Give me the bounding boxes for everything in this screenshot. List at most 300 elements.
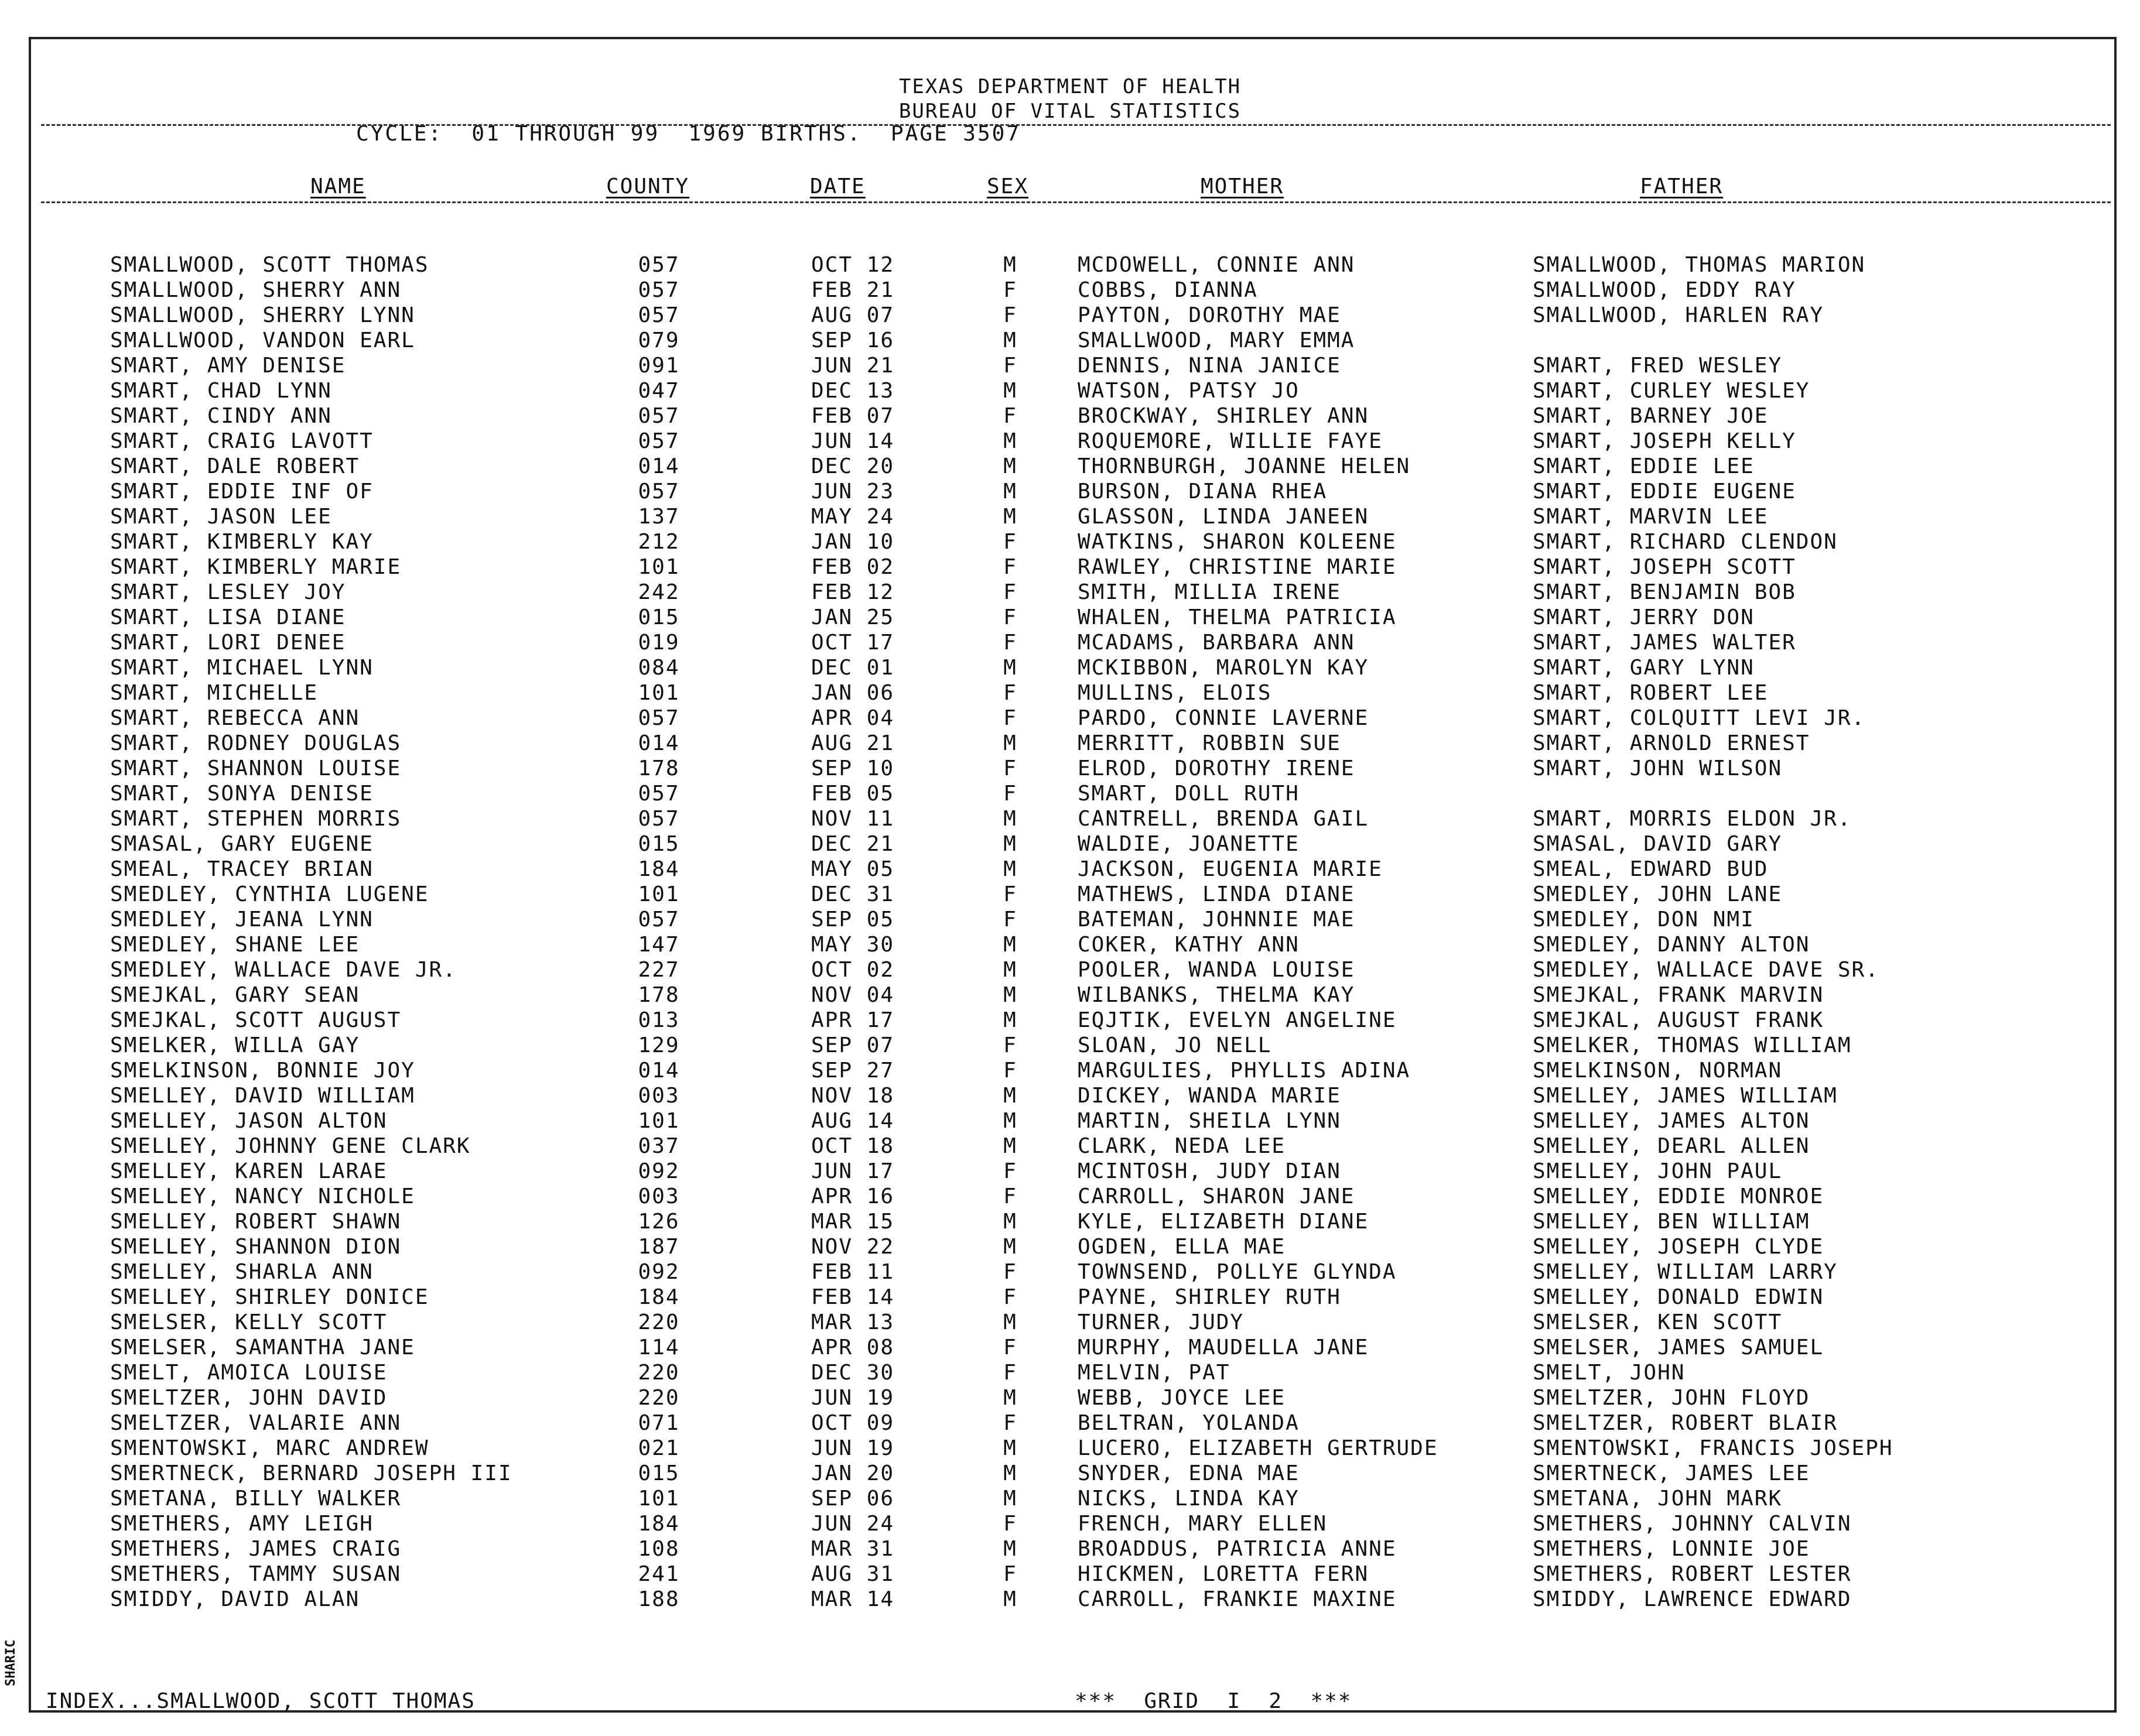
cell-mother: LUCERO, ELIZABETH GERTRUDE: [1078, 1436, 1438, 1460]
cell-county: 014: [638, 1059, 680, 1083]
cell-sex: M: [1003, 505, 1017, 529]
cell-date: AUG 31: [811, 1562, 895, 1586]
cell-mother: BELTRAN, YOLANDA: [1078, 1411, 1300, 1435]
cell-sex: M: [1003, 253, 1017, 277]
cell-father: SMART, JAMES WALTER: [1533, 631, 1796, 655]
cell-county: 101: [638, 681, 680, 705]
cell-father: SMELLEY, JOSEPH CLYDE: [1533, 1235, 1824, 1259]
cell-name: SMART, SONYA DENISE: [110, 782, 374, 806]
cell-date: OCT 17: [811, 631, 895, 655]
cell-county: 057: [638, 908, 680, 932]
cell-father: SMART, COLQUITT LEVI JR.: [1533, 706, 1866, 730]
table-row: [0, 1033, 2140, 1058]
cell-date: MAR 31: [811, 1537, 895, 1561]
cell-name: SMELKER, WILLA GAY: [110, 1033, 360, 1057]
cell-father: SMART, ROBERT LEE: [1533, 681, 1769, 705]
table-row: [0, 630, 2140, 655]
cell-name: SMELLEY, JASON ALTON: [110, 1109, 388, 1133]
cell-mother: PAYNE, SHIRLEY RUTH: [1078, 1285, 1341, 1309]
cell-father: SMERTNECK, JAMES LEE: [1533, 1461, 1810, 1485]
table-row: [0, 1562, 2140, 1587]
cell-name: SMEDLEY, JEANA LYNN: [110, 908, 374, 932]
table-row: [0, 1511, 2140, 1536]
cell-sex: M: [1003, 328, 1017, 352]
cell-county: 091: [638, 354, 680, 378]
cell-name: SMEJKAL, GARY SEAN: [110, 983, 360, 1007]
cell-sex: M: [1003, 1134, 1017, 1158]
cell-date: SEP 05: [811, 908, 895, 932]
cell-mother: MERRITT, ROBBIN SUE: [1078, 731, 1341, 755]
cell-father: SMART, CURLEY WESLEY: [1533, 379, 1810, 403]
cell-mother: CARROLL, FRANKIE MAXINE: [1078, 1587, 1397, 1611]
cell-sex: F: [1003, 1411, 1017, 1435]
cell-mother: FRENCH, MARY ELLEN: [1078, 1512, 1328, 1536]
cell-date: FEB 02: [811, 555, 895, 579]
cell-county: 015: [638, 1461, 680, 1485]
cell-sex: F: [1003, 882, 1017, 906]
table-row: [0, 378, 2140, 403]
cell-county: 114: [638, 1336, 680, 1360]
table-row: [0, 454, 2140, 479]
cell-mother: KYLE, ELIZABETH DIANE: [1078, 1210, 1369, 1234]
cell-date: NOV 22: [811, 1235, 895, 1259]
cell-sex: F: [1003, 580, 1017, 604]
cell-name: SMELTZER, VALARIE ANN: [110, 1411, 402, 1435]
column-header-name: NAME: [310, 174, 366, 198]
cell-name: SMART, KIMBERLY MARIE: [110, 555, 402, 579]
cell-father: SMEDLEY, WALLACE DAVE SR.: [1533, 958, 1879, 982]
cell-father: SMART, JOSEPH KELLY: [1533, 429, 1796, 453]
cell-mother: MARGULIES, PHYLLIS ADINA: [1078, 1059, 1411, 1083]
cell-sex: M: [1003, 832, 1017, 856]
cell-name: SMART, DALE ROBERT: [110, 454, 360, 478]
cell-date: DEC 21: [811, 832, 895, 856]
cell-name: SMART, CHAD LYNN: [110, 379, 332, 403]
cell-date: JAN 20: [811, 1461, 895, 1485]
cell-name: SMERTNECK, BERNARD JOSEPH III: [110, 1461, 512, 1485]
cell-name: SMART, AMY DENISE: [110, 354, 346, 378]
cell-father: SMELLEY, DEARL ALLEN: [1533, 1134, 1810, 1158]
table-row: [0, 504, 2140, 529]
cell-father: SMART, JOSEPH SCOTT: [1533, 555, 1796, 579]
cell-father: SMELKER, THOMAS WILLIAM: [1533, 1033, 1852, 1057]
cell-sex: M: [1003, 1537, 1017, 1561]
cell-name: SMASAL, GARY EUGENE: [110, 832, 374, 856]
table-row: [0, 756, 2140, 781]
cell-father: SMEDLEY, DON NMI: [1533, 908, 1755, 932]
cell-father: SMELLEY, BEN WILLIAM: [1533, 1210, 1810, 1234]
cell-date: SEP 27: [811, 1059, 895, 1083]
cell-county: 003: [638, 1084, 680, 1108]
cell-county: 057: [638, 782, 680, 806]
cell-name: SMELTZER, JOHN DAVID: [110, 1386, 388, 1410]
table-row: [0, 278, 2140, 303]
cell-date: JUN 23: [811, 480, 895, 504]
cell-name: SMEJKAL, SCOTT AUGUST: [110, 1008, 402, 1032]
cell-father: SMELLEY, JAMES WILLIAM: [1533, 1084, 1838, 1108]
cell-sex: F: [1003, 782, 1017, 806]
cell-county: 015: [638, 832, 680, 856]
cell-name: SMART, JASON LEE: [110, 505, 332, 529]
table-row: [0, 957, 2140, 982]
cell-county: 212: [638, 530, 680, 554]
cell-sex: M: [1003, 1436, 1017, 1460]
cell-date: FEB 14: [811, 1285, 895, 1309]
table-row: [0, 1587, 2140, 1612]
cell-date: OCT 12: [811, 253, 895, 277]
cell-sex: F: [1003, 1059, 1017, 1083]
cell-name: SMART, CINDY ANN: [110, 404, 332, 428]
cell-sex: F: [1003, 555, 1017, 579]
column-header-father: FATHER: [1640, 174, 1724, 198]
cell-county: 014: [638, 731, 680, 755]
cell-father: SMETHERS, LONNIE JOE: [1533, 1537, 1810, 1561]
cell-name: SMETHERS, JAMES CRAIG: [110, 1537, 402, 1561]
cell-sex: M: [1003, 379, 1017, 403]
cell-name: SMEDLEY, WALLACE DAVE JR.: [110, 958, 457, 982]
cell-mother: WALDIE, JOANETTE: [1078, 832, 1300, 856]
cell-name: SMELLEY, ROBERT SHAWN: [110, 1210, 402, 1234]
cell-county: 178: [638, 983, 680, 1007]
cell-name: SMEDLEY, CYNTHIA LUGENE: [110, 882, 429, 906]
cell-mother: MCINTOSH, JUDY DIAN: [1078, 1159, 1341, 1183]
cell-father: SMART, JOHN WILSON: [1533, 756, 1783, 780]
cell-father: SMEJKAL, AUGUST FRANK: [1533, 1008, 1824, 1032]
cell-father: SMELLEY, JAMES ALTON: [1533, 1109, 1810, 1133]
cell-sex: F: [1003, 1285, 1017, 1309]
cell-father: SMEDLEY, DANNY ALTON: [1533, 933, 1810, 957]
cell-name: SMEAL, TRACEY BRIAN: [110, 857, 374, 881]
table-row: [0, 403, 2140, 429]
cell-date: APR 08: [811, 1336, 895, 1360]
cell-mother: WILBANKS, THELMA KAY: [1078, 983, 1355, 1007]
cell-father: SMETHERS, ROBERT LESTER: [1533, 1562, 1852, 1586]
cell-sex: F: [1003, 1033, 1017, 1057]
cell-date: OCT 02: [811, 958, 895, 982]
cell-father: SMELTZER, ROBERT BLAIR: [1533, 1411, 1838, 1435]
bureau-title: BUREAU OF VITAL STATISTICS: [898, 100, 1242, 123]
cell-mother: SMALLWOOD, MARY EMMA: [1078, 328, 1355, 352]
cell-father: SMETANA, JOHN MARK: [1533, 1487, 1783, 1511]
cell-name: SMALLWOOD, SCOTT THOMAS: [110, 253, 429, 277]
cell-date: JAN 10: [811, 530, 895, 554]
table-row: [0, 429, 2140, 454]
cell-date: SEP 07: [811, 1033, 895, 1057]
cell-date: DEC 31: [811, 882, 895, 906]
cell-date: SEP 10: [811, 756, 895, 780]
cell-name: SMELLEY, NANCY NICHOLE: [110, 1184, 415, 1208]
table-row: [0, 806, 2140, 831]
table-row: [0, 1360, 2140, 1385]
cell-father: SMELLEY, JOHN PAUL: [1533, 1159, 1783, 1183]
table-row: [0, 982, 2140, 1008]
cell-mother: MCDOWELL, CONNIE ANN: [1078, 253, 1355, 277]
cell-date: APR 17: [811, 1008, 895, 1032]
cell-date: DEC 30: [811, 1361, 895, 1385]
cell-county: 101: [638, 1109, 680, 1133]
cell-name: SMIDDY, DAVID ALAN: [110, 1587, 360, 1611]
cell-father: SMART, FRED WESLEY: [1533, 354, 1783, 378]
cell-county: 178: [638, 756, 680, 780]
cell-mother: POOLER, WANDA LOUISE: [1078, 958, 1355, 982]
cell-father: SMALLWOOD, EDDY RAY: [1533, 278, 1796, 302]
cell-father: SMART, EDDIE LEE: [1533, 454, 1755, 478]
cell-county: 092: [638, 1159, 680, 1183]
cell-date: NOV 04: [811, 983, 895, 1007]
cell-mother: ELROD, DOROTHY IRENE: [1078, 756, 1355, 780]
cell-county: 092: [638, 1260, 680, 1284]
cell-name: SMETHERS, TAMMY SUSAN: [110, 1562, 402, 1586]
cell-sex: F: [1003, 1512, 1017, 1536]
cell-mother: MARTIN, SHEILA LYNN: [1078, 1109, 1341, 1133]
cell-county: 037: [638, 1134, 680, 1158]
cell-name: SMELSER, SAMANTHA JANE: [110, 1336, 415, 1360]
cell-name: SMART, SHANNON LOUISE: [110, 756, 402, 780]
cell-mother: WHALEN, THELMA PATRICIA: [1078, 605, 1397, 629]
cell-mother: MURPHY, MAUDELLA JANE: [1078, 1336, 1369, 1360]
column-header-county: COUNTY: [606, 174, 690, 198]
cell-mother: PAYTON, DOROTHY MAE: [1078, 303, 1341, 327]
cell-mother: BATEMAN, JOHNNIE MAE: [1078, 908, 1355, 932]
cell-county: 057: [638, 404, 680, 428]
table-row: [0, 580, 2140, 605]
cell-name: SMALLWOOD, VANDON EARL: [110, 328, 415, 352]
cell-father: SMELLEY, WILLIAM LARRY: [1533, 1260, 1838, 1284]
cell-mother: BROADDUS, PATRICIA ANNE: [1078, 1537, 1397, 1561]
cell-mother: MCADAMS, BARBARA ANN: [1078, 631, 1355, 655]
table-row: [0, 1259, 2140, 1285]
cell-mother: NICKS, LINDA KAY: [1078, 1487, 1300, 1511]
cell-sex: F: [1003, 706, 1017, 730]
cell-county: 147: [638, 933, 680, 957]
table-row: [0, 907, 2140, 932]
cell-mother: WATKINS, SHARON KOLEENE: [1078, 530, 1397, 554]
cell-mother: CARROLL, SHARON JANE: [1078, 1184, 1355, 1208]
table-row: [0, 1159, 2140, 1184]
cell-father: SMASAL, DAVID GARY: [1533, 832, 1783, 856]
cell-mother: TURNER, JUDY: [1078, 1310, 1245, 1334]
cell-name: SMELSER, KELLY SCOTT: [110, 1310, 388, 1334]
cell-name: SMELT, AMOICA LOUISE: [110, 1361, 388, 1385]
cell-sex: F: [1003, 1361, 1017, 1385]
table-row: [0, 1385, 2140, 1410]
cell-father: SMENTOWSKI, FRANCIS JOSEPH: [1533, 1436, 1893, 1460]
cell-county: 227: [638, 958, 680, 982]
table-row: [0, 731, 2140, 756]
cell-date: MAR 13: [811, 1310, 895, 1334]
cell-date: FEB 11: [811, 1260, 895, 1284]
cell-sex: F: [1003, 530, 1017, 554]
cell-sex: M: [1003, 1235, 1017, 1259]
table-row: [0, 781, 2140, 806]
cell-date: AUG 21: [811, 731, 895, 755]
table-row: [0, 932, 2140, 957]
cell-father: SMELKINSON, NORMAN: [1533, 1059, 1783, 1083]
cell-sex: F: [1003, 756, 1017, 780]
table-row: [0, 882, 2140, 907]
cell-date: DEC 20: [811, 454, 895, 478]
cell-county: 057: [638, 706, 680, 730]
cell-sex: M: [1003, 933, 1017, 957]
table-row: [0, 1209, 2140, 1234]
cell-county: 079: [638, 328, 680, 352]
column-header-sex: SEX: [987, 174, 1029, 198]
cell-county: 101: [638, 555, 680, 579]
cell-name: SMART, MICHELLE: [110, 681, 319, 705]
cell-county: 187: [638, 1235, 680, 1259]
cell-mother: TOWNSEND, POLLYE GLYNDA: [1078, 1260, 1397, 1284]
table-row: [0, 1461, 2140, 1486]
cell-father: SMART, JERRY DON: [1533, 605, 1755, 629]
cell-sex: F: [1003, 278, 1017, 302]
cell-sex: F: [1003, 303, 1017, 327]
cell-name: SMART, LISA DIANE: [110, 605, 346, 629]
cell-county: 014: [638, 454, 680, 478]
cell-county: 220: [638, 1361, 680, 1385]
cell-date: SEP 16: [811, 328, 895, 352]
cell-date: MAY 30: [811, 933, 895, 957]
cell-county: 220: [638, 1310, 680, 1334]
cell-county: 057: [638, 253, 680, 277]
cell-date: JUN 21: [811, 354, 895, 378]
cell-mother: SMITH, MILLIA IRENE: [1078, 580, 1341, 604]
cell-name: SMART, MICHAEL LYNN: [110, 656, 374, 680]
cell-county: 137: [638, 505, 680, 529]
cell-name: SMETHERS, AMY LEIGH: [110, 1512, 374, 1536]
column-header-date: DATE: [810, 174, 866, 198]
table-row: [0, 328, 2140, 353]
cell-father: SMART, GARY LYNN: [1533, 656, 1755, 680]
cell-date: JUN 19: [811, 1436, 895, 1460]
cell-mother: ROQUEMORE, WILLIE FAYE: [1078, 429, 1383, 453]
cell-mother: MATHEWS, LINDA DIANE: [1078, 882, 1355, 906]
cell-date: FEB 05: [811, 782, 895, 806]
cell-county: 057: [638, 303, 680, 327]
cell-county: 108: [638, 1537, 680, 1561]
cell-date: JAN 25: [811, 605, 895, 629]
cell-mother: EQJTIK, EVELYN ANGELINE: [1078, 1008, 1397, 1032]
table-row: [0, 353, 2140, 378]
cell-county: 071: [638, 1411, 680, 1435]
cell-mother: GLASSON, LINDA JANEEN: [1078, 505, 1369, 529]
table-row: [0, 1310, 2140, 1335]
cell-father: SMART, BENJAMIN BOB: [1533, 580, 1796, 604]
cell-name: SMELLEY, JOHNNY GENE CLARK: [110, 1134, 471, 1158]
cell-date: AUG 07: [811, 303, 895, 327]
cell-mother: DENNIS, NINA JANICE: [1078, 354, 1341, 378]
cell-father: SMELT, JOHN: [1533, 1361, 1686, 1385]
cell-name: SMART, REBECCA ANN: [110, 706, 360, 730]
table-row: [0, 1410, 2140, 1436]
department-title: TEXAS DEPARTMENT OF HEALTH: [898, 75, 1242, 98]
cell-name: SMART, STEPHEN MORRIS: [110, 807, 402, 831]
cell-sex: M: [1003, 1487, 1017, 1511]
cell-mother: BROCKWAY, SHIRLEY ANN: [1078, 404, 1369, 428]
cell-date: FEB 07: [811, 404, 895, 428]
cell-date: NOV 18: [811, 1084, 895, 1108]
table-row: [0, 1184, 2140, 1209]
cell-county: 241: [638, 1562, 680, 1586]
cell-father: SMELSER, JAMES SAMUEL: [1533, 1336, 1824, 1360]
cell-sex: M: [1003, 1210, 1017, 1234]
cell-father: SMEJKAL, FRANK MARVIN: [1533, 983, 1824, 1007]
table-row: [0, 1436, 2140, 1461]
cell-name: SMELLEY, SHARLA ANN: [110, 1260, 374, 1284]
cell-sex: M: [1003, 656, 1017, 680]
table-row: [0, 605, 2140, 630]
cell-date: SEP 06: [811, 1487, 895, 1511]
cell-mother: WATSON, PATSY JO: [1078, 379, 1300, 403]
cell-name: SMART, CRAIG LAVOTT: [110, 429, 374, 453]
cell-mother: SMART, DOLL RUTH: [1078, 782, 1300, 806]
cell-mother: RAWLEY, CHRISTINE MARIE: [1078, 555, 1397, 579]
cell-father: SMELLEY, DONALD EDWIN: [1533, 1285, 1824, 1309]
cell-father: SMART, MORRIS ELDON JR.: [1533, 807, 1852, 831]
table-row: [0, 1134, 2140, 1159]
cell-sex: M: [1003, 454, 1017, 478]
table-row: [0, 680, 2140, 706]
cell-date: NOV 11: [811, 807, 895, 831]
cell-county: 220: [638, 1386, 680, 1410]
cell-county: 242: [638, 580, 680, 604]
cell-name: SMART, LORI DENEE: [110, 631, 346, 655]
cell-father: SMEAL, EDWARD BUD: [1533, 857, 1769, 881]
cell-mother: CLARK, NEDA LEE: [1078, 1134, 1286, 1158]
cell-sex: M: [1003, 807, 1017, 831]
cell-father: SMART, BARNEY JOE: [1533, 404, 1769, 428]
cell-county: 047: [638, 379, 680, 403]
cell-father: SMART, MARVIN LEE: [1533, 505, 1769, 529]
cell-date: OCT 09: [811, 1411, 895, 1435]
table-row: [0, 1083, 2140, 1108]
cell-mother: SNYDER, EDNA MAE: [1078, 1461, 1300, 1485]
cell-sex: M: [1003, 1084, 1017, 1108]
cell-date: JUN 14: [811, 429, 895, 453]
cell-sex: F: [1003, 681, 1017, 705]
table-row: [0, 1536, 2140, 1562]
cell-father: SMELTZER, JOHN FLOYD: [1533, 1386, 1810, 1410]
table-row: [0, 1008, 2140, 1033]
cell-sex: F: [1003, 605, 1017, 629]
column-header-mother: MOTHER: [1201, 174, 1284, 198]
cell-sex: M: [1003, 1386, 1017, 1410]
cell-name: SMALLWOOD, SHERRY LYNN: [110, 303, 415, 327]
cell-mother: HICKMEN, LORETTA FERN: [1078, 1562, 1369, 1586]
table-row: [0, 655, 2140, 680]
cell-date: MAR 14: [811, 1587, 895, 1611]
cell-sex: M: [1003, 857, 1017, 881]
side-label: SHARIC: [4, 1639, 18, 1686]
cell-date: FEB 21: [811, 278, 895, 302]
cell-mother: PARDO, CONNIE LAVERNE: [1078, 706, 1369, 730]
table-row: [0, 1335, 2140, 1360]
cell-mother: BURSON, DIANA RHEA: [1078, 480, 1328, 504]
cell-father: SMEDLEY, JOHN LANE: [1533, 882, 1783, 906]
table-row: [0, 252, 2140, 278]
grid-label: *** GRID I 2 ***: [1075, 1689, 1352, 1713]
cell-sex: M: [1003, 1461, 1017, 1485]
cell-sex: M: [1003, 1310, 1017, 1334]
cell-mother: THORNBURGH, JOANNE HELEN: [1078, 454, 1411, 478]
table-row: [0, 831, 2140, 857]
cell-date: APR 16: [811, 1184, 895, 1208]
cell-date: MAY 05: [811, 857, 895, 881]
cell-mother: DICKEY, WANDA MARIE: [1078, 1084, 1341, 1108]
cell-name: SMELKINSON, BONNIE JOY: [110, 1059, 415, 1083]
cell-father: SMIDDY, LAWRENCE EDWARD: [1533, 1587, 1852, 1611]
cell-father: SMELSER, KEN SCOTT: [1533, 1310, 1783, 1334]
cell-date: JUN 24: [811, 1512, 895, 1536]
